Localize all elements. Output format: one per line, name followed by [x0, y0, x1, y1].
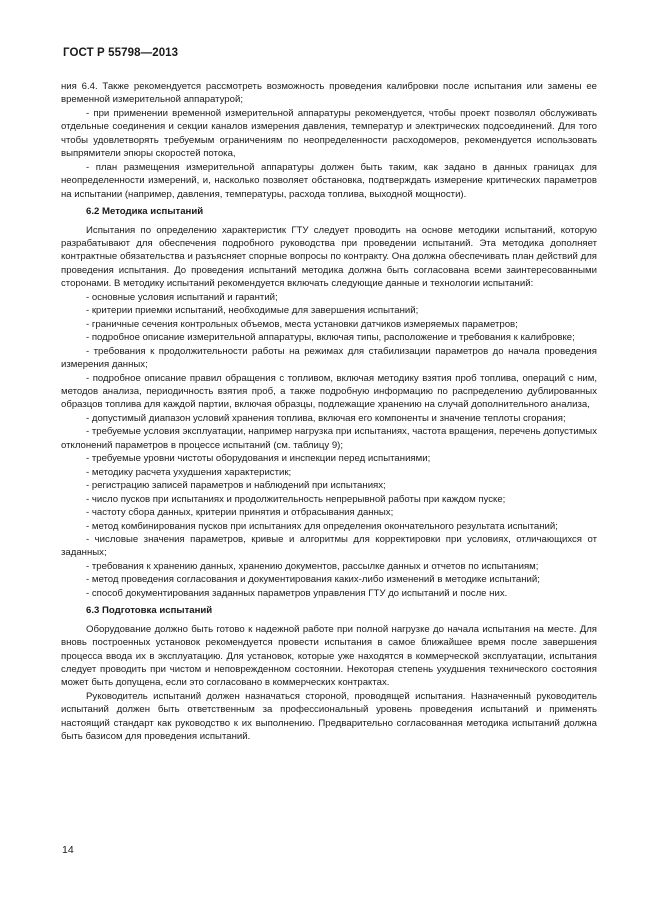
document-body: [61, 80, 597, 744]
paragraph: - подробное описание измерительной аппаратуры, включая типы, расположение и требования к калибровке;: [86, 332, 575, 344]
paragraph: - граничные сечения контрольных объемов, места установки датчиков измеряемых параметров;: [86, 318, 518, 330]
section-heading: 6.2 Методика испытаний: [86, 206, 204, 218]
paragraph: - требуемые уровни чистоты оборудования и инспекции перед испытаниями;: [86, 453, 431, 465]
document-header: ГОСТ Р 55798—2013: [63, 47, 179, 59]
paragraph: - подробное описание правил обращения с топливом, включая методику взятия проб топлива, операций с ним, методов анализа, периодичность взятия проб, а также подробную информацию по распределению дублированных образцов топлива для каждой партии, включая образцы, подлежащие хранению на случай дополнительного анализа,: [61, 372, 597, 411]
paragraph: - при применении временной измерительной аппаратуры рекомендуется, чтобы проект позволял обслуживать отдельные соединения и секции каналов измерения давления, температур и электрических подсоединений. Для того чтобы удовлетворять требуемым ограничениям по неопределенности расходомеров, рекомендуется использовать выпрямители эпюры скоростей потока,: [61, 107, 597, 160]
paragraph: - числовые значения параметров, кривые и алгоритмы для корректировки при условиях, отличающихся от заданных;: [61, 533, 597, 559]
paragraph: - критерии приемки испытаний, необходимые для завершения испытаний;: [86, 305, 419, 317]
paragraph: Оборудование должно быть готово к надежной работе при полной нагрузке до начала испытания на месте. Для вновь построенных установок рекомендуется провести испытания в самое ближайшее время после завершения процесса ввода их в эксплуатацию. Для установок, которые уже находятся в коммерческой эксплуатации, испытания следует проводить при чистом и неповрежденном состоянии. Некоторая степень ухудшения технического состояния может быть допущена, если это согласовано в коммерческих контрактах.: [61, 623, 597, 689]
paragraph: - число пусков при испытаниях и продолжительность непрерывной работы при каждом пуске;: [86, 493, 506, 505]
paragraph: - основные условия испытаний и гарантий;: [86, 291, 278, 303]
paragraph: - частоту сбора данных, критерии принятия и отбрасывания данных;: [86, 507, 394, 519]
paragraph: - метод проведения согласования и документирования каких-либо изменений в методике испытаний;: [86, 574, 540, 586]
paragraph: Испытания по определению характеристик ГТУ следует проводить на основе методики испытаний, которую разрабатывают для обеспечения подробного руководства при проведении испытаний. Эта методика дополняет контрактные обязательства и разъясняет спорные вопросы по контракту. Она должна обеспечивать план действий для проведения испытания. До проведения испытаний методика должна быть согласована всеми заинтересованными сторонами. В методику испытаний рекомендуется включать следующие данные и технологии испытаний:: [61, 224, 597, 290]
paragraph: - требования к хранению данных, хранению документов, рассылке данных и отчетов по испытаниям;: [86, 560, 539, 572]
paragraph: - допустимый диапазон условий хранения топлива, включая его компоненты и значение теплоты сгорания;: [86, 412, 566, 424]
paragraph: Руководитель испытаний должен назначаться стороной, проводящей испытания. Назначенный руководитель испытаний должен быть ответственным за профессиональный уровень проведения испытаний и применять настоящий стандарт как руководство к их выполнению. Предварительно согласованная методика испытаний должна быть базисом для проведения испытаний.: [61, 690, 597, 743]
paragraph: - регистрацию записей параметров и наблюдений при испытаниях;: [86, 480, 386, 492]
paragraph: - метод комбинирования пусков при испытаниях для определения окончательного результата испытаний;: [86, 520, 558, 532]
paragraph: ния 6.4. Также рекомендуется рассмотреть возможность проведения калибровки после испытания или замены ее временной измерительной аппаратурой;: [61, 81, 597, 106]
section-heading: 6.3 Подготовка испытаний: [86, 605, 213, 617]
paragraph: - способ документирования заданных параметров управления ГТУ до испытаний и после них.: [86, 587, 508, 599]
paragraph: - требования к продолжительности работы на режимах для стабилизации параметров до начала проведения измерения данных;: [61, 345, 597, 371]
paragraph: - методику расчета ухудшения характеристик;: [86, 466, 292, 478]
paragraph: - план размещения измерительной аппаратуры должен быть таким, как задано в данных границах для неопределенности измерений, и, насколько позволяет обстановка, подтверждать измерение критических параметров на испытании (например, давления, температуры, расхода топлива, выходной мощности).: [61, 161, 597, 200]
page-number: 14: [62, 844, 74, 856]
paragraph: - требуемые условия эксплуатации, например нагрузка при испытаниях, частота вращения, перечень допустимых отклонений параметров в процессе испытаний (см. таблицу 9);: [61, 426, 597, 451]
